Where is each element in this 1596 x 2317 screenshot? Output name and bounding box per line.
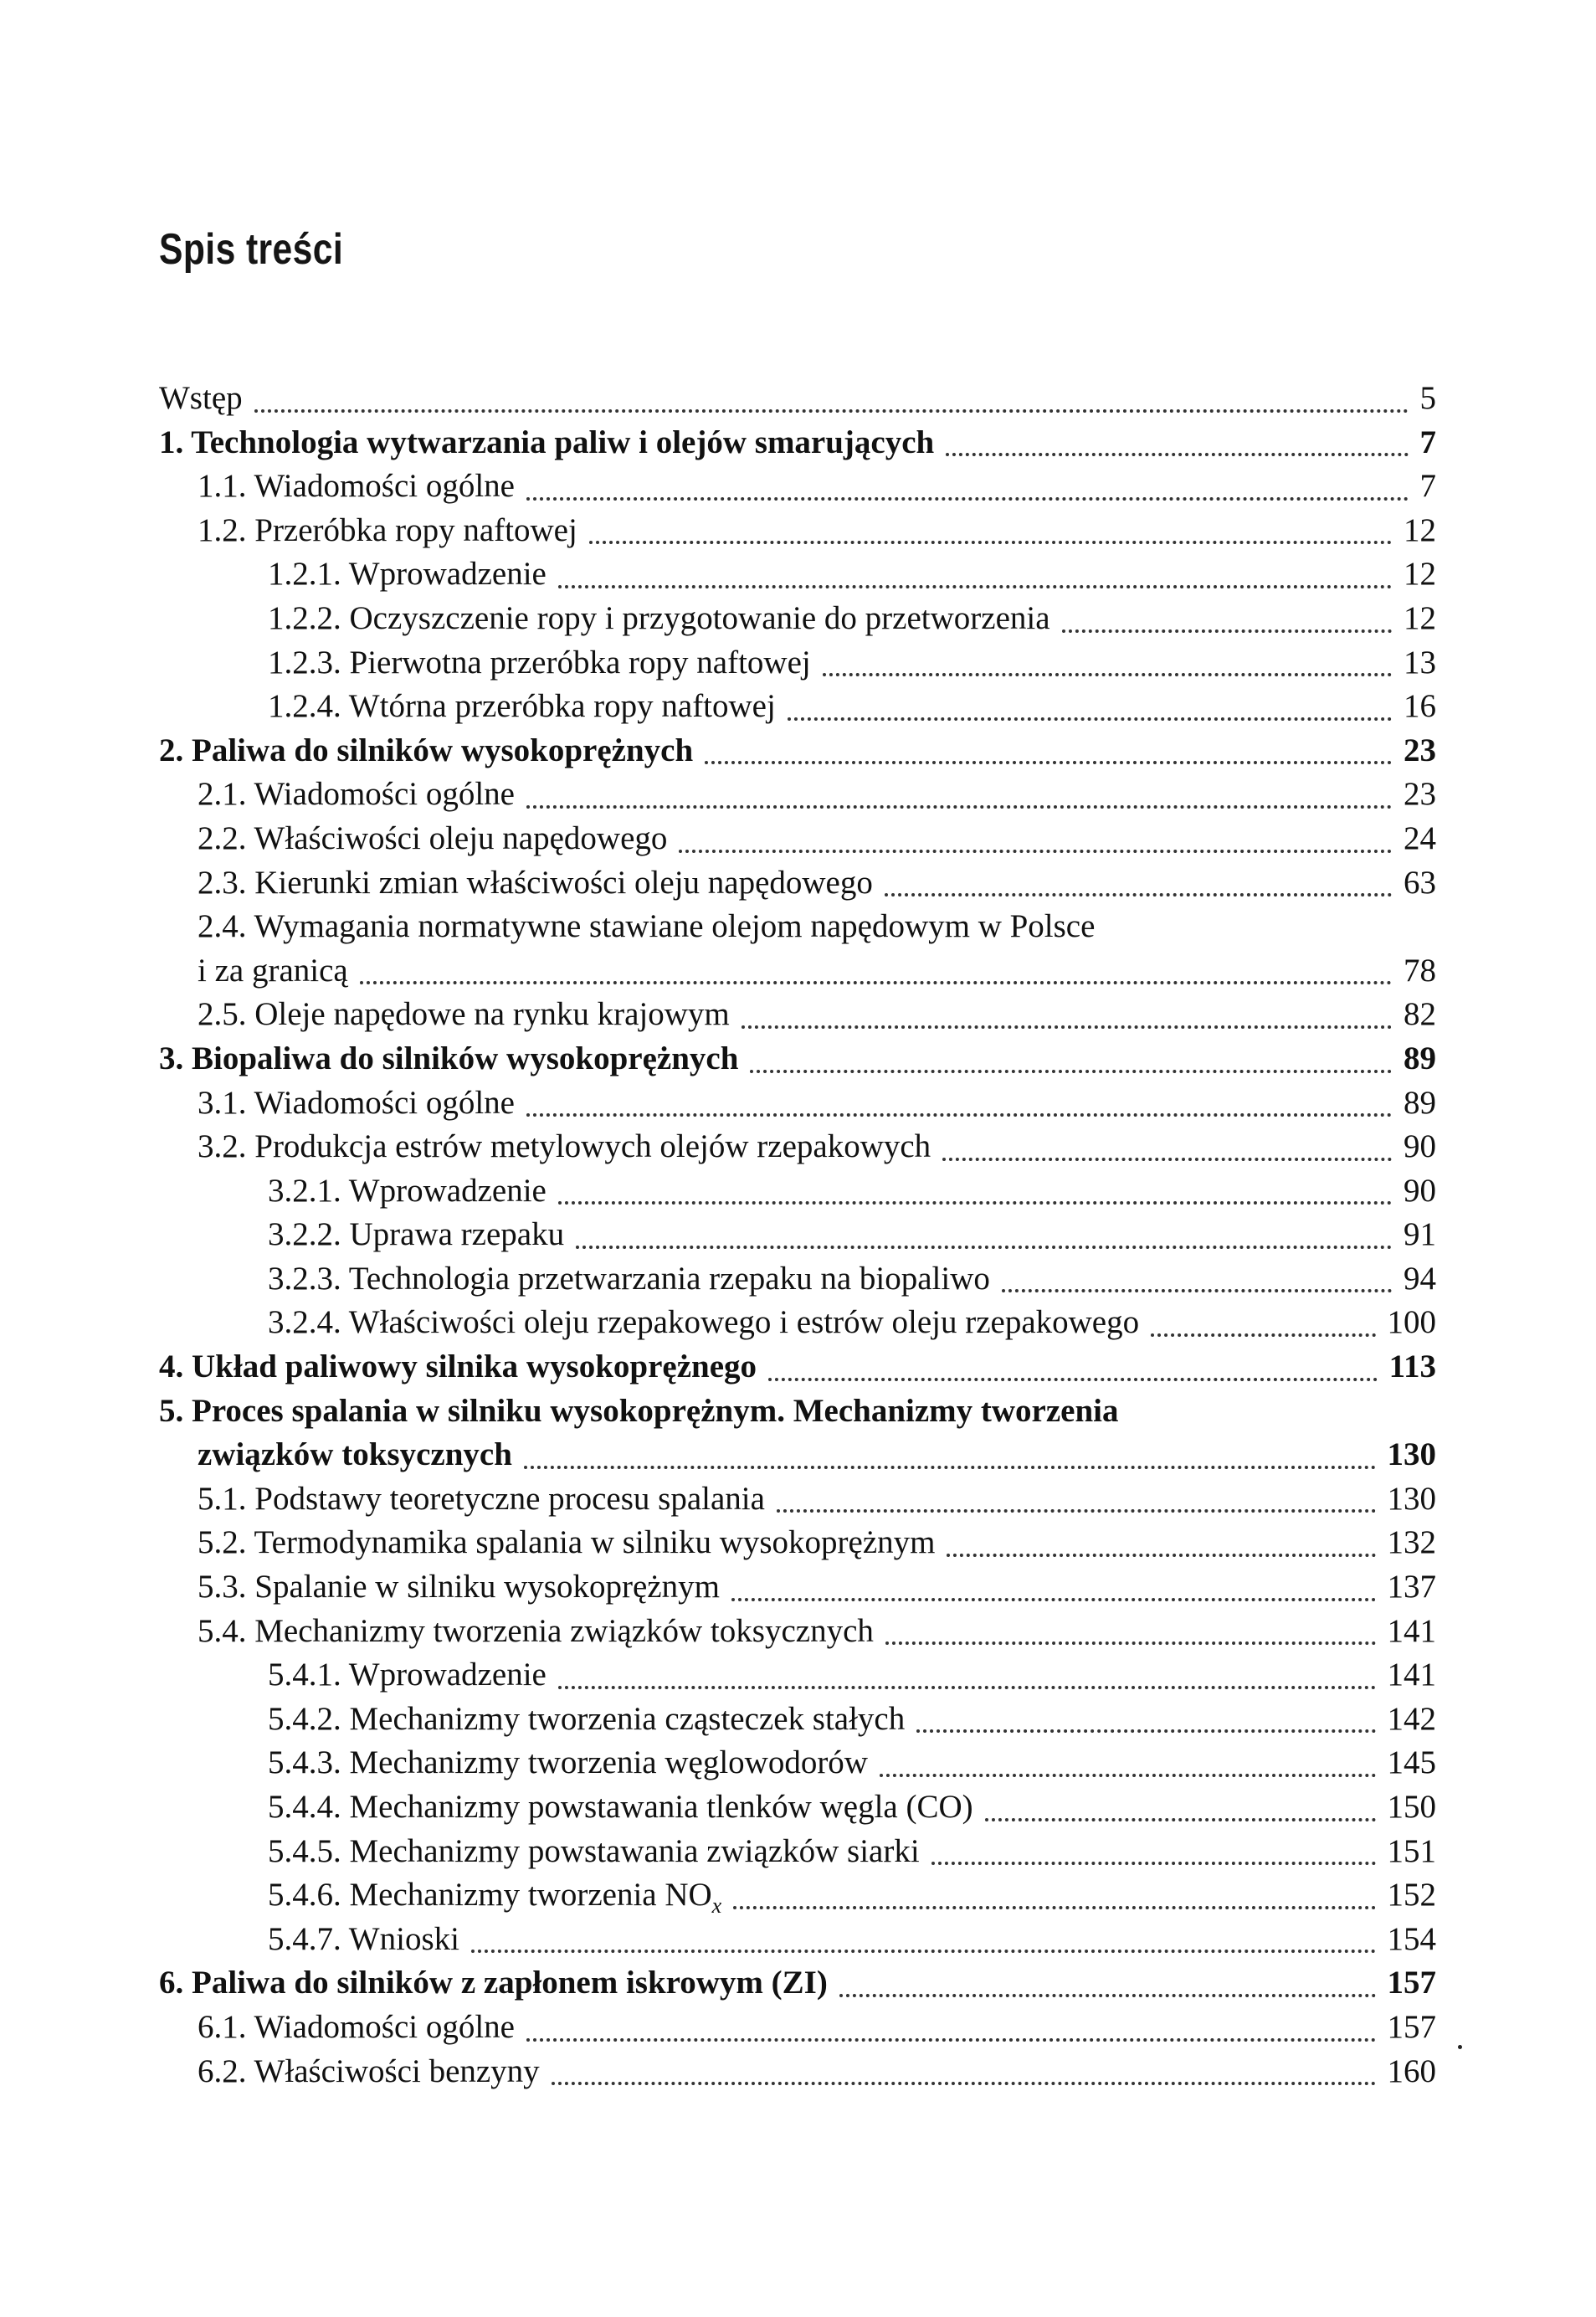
toc-entry-text <box>159 1390 1119 1434</box>
toc-entry-number: 1.2.1. <box>268 556 341 593</box>
toc-entry-label: Wymagania normatywne stawiane olejom napędowym w Polsce <box>254 908 1096 945</box>
toc-entry <box>159 1213 1436 1257</box>
toc-entry-number: 3.2.1. <box>268 1172 341 1209</box>
toc-entry <box>159 2006 1436 2050</box>
toc-entry-text <box>198 1521 935 1565</box>
toc-entry-text <box>268 552 547 597</box>
toc-entry-label: Podstawy teoretyczne procesu spalania <box>254 1480 765 1517</box>
toc-entry-text <box>198 993 730 1037</box>
toc-entry-number: 5.2. <box>198 1524 247 1561</box>
toc-entry-label: Wiadomości ogólne <box>254 1084 515 1121</box>
table-of-contents <box>159 377 1436 2094</box>
toc-leader-dots <box>742 1025 1392 1029</box>
toc-entry <box>159 729 1436 773</box>
toc-entry <box>159 1698 1436 1742</box>
toc-entry-number: 2.3. <box>198 864 247 901</box>
toc-entry-number: 3.2. <box>198 1128 247 1165</box>
toc-entry-page: 145 <box>1387 1744 1436 1781</box>
toc-leader-dots <box>558 1686 1376 1689</box>
toc-entry-label: Wprowadzenie <box>348 556 547 593</box>
toc-entry-text <box>159 1961 828 2006</box>
toc-entry <box>159 1257 1436 1302</box>
toc-entry-text <box>268 1653 547 1698</box>
toc-leader-dots <box>576 1246 1392 1249</box>
toc-entry-number: 5.4.5. <box>268 1832 341 1869</box>
toc-entry-number: 5.3. <box>198 1569 247 1605</box>
toc-entry <box>159 1610 1436 1654</box>
toc-entry-label: Wiadomości ogólne <box>254 468 515 505</box>
toc-entry-number: 5. <box>159 1392 184 1429</box>
toc-entry-label: Pierwotna przeróbka ropy naftowej <box>349 644 811 681</box>
toc-entry-text <box>198 905 1095 949</box>
toc-entry-page: 90 <box>1404 1128 1436 1165</box>
toc-leader-dots <box>942 1158 1392 1161</box>
toc-entry-page: 91 <box>1404 1216 1436 1253</box>
toc-entry <box>159 773 1436 817</box>
toc-entry-page: 130 <box>1387 1480 1436 1517</box>
toc-entry <box>159 1390 1436 1434</box>
toc-entry-page: 82 <box>1404 996 1436 1033</box>
toc-entry-label: Właściwości oleju napędowego <box>254 819 668 856</box>
toc-entry <box>159 1785 1436 1830</box>
toc-entry-text <box>198 1610 874 1654</box>
toc-entry <box>159 421 1436 465</box>
toc-entry <box>159 861 1436 906</box>
toc-leader-dots <box>558 585 1392 588</box>
toc-entry-page: 132 <box>1387 1524 1436 1561</box>
toc-entry-number: 6.1. <box>198 2008 247 2045</box>
toc-entry-label: Technologia przetwarzania rzepaku na biopaliwo <box>348 1260 990 1297</box>
toc-leader-dots <box>552 2082 1376 2085</box>
toc-entry-label: Paliwa do silników z zapłonem iskrowym (ZI) <box>192 1965 828 2001</box>
toc-entry-page: 142 <box>1387 1700 1436 1737</box>
toc-entry <box>159 1477 1436 1522</box>
toc-entry-label: Przeróbka ropy naftowej <box>254 511 577 548</box>
toc-entry-label: Wtórna przeróbka ropy naftowej <box>348 688 776 725</box>
toc-entry-page: 89 <box>1404 1084 1436 1121</box>
toc-entry-page: 160 <box>1387 2052 1436 2089</box>
toc-entry <box>159 1918 1436 1962</box>
toc-entry-text <box>198 1433 512 1477</box>
toc-leader-dots <box>731 1598 1376 1601</box>
toc-entry-text <box>268 597 1050 641</box>
toc-entry-number: 1.2.4. <box>268 688 341 725</box>
toc-leader-dots <box>839 1994 1376 1997</box>
toc-entry-text <box>268 1213 564 1257</box>
toc-leader-dots <box>705 761 1392 764</box>
toc-entry <box>159 2050 1436 2094</box>
toc-entry-number: 1.2.3. <box>268 644 341 681</box>
toc-entry-text <box>198 1477 765 1522</box>
toc-entry-page: 151 <box>1387 1832 1436 1869</box>
toc-leader-dots <box>733 1906 1375 1909</box>
toc-entry-number: 2.4. <box>198 908 247 945</box>
toc-entry <box>159 1169 1436 1214</box>
toc-leader-dots <box>931 1862 1376 1865</box>
toc-entry-text <box>268 1257 990 1302</box>
toc-entry-page: 150 <box>1387 1789 1436 1825</box>
toc-entry-label: Mechanizmy powstawania tlenków węgla (CO) <box>349 1789 973 1825</box>
toc-entry-number: 3.2.2. <box>268 1216 341 1253</box>
toc-entry-label: Mechanizmy tworzenia związków toksycznych <box>254 1612 874 1649</box>
toc-entry-label: Oleje napędowe na rynku krajowym <box>254 996 730 1033</box>
toc-entry-page: 90 <box>1404 1172 1436 1209</box>
toc-leader-dots <box>526 1113 1392 1117</box>
toc-leader-dots <box>526 805 1392 809</box>
toc-entry-text <box>268 1785 973 1830</box>
toc-entry-page: 152 <box>1387 1877 1436 1914</box>
toc-leader-dots <box>885 893 1392 896</box>
toc-leader-dots <box>823 673 1392 676</box>
toc-entry-number: 2.2. <box>198 819 247 856</box>
toc-entry-page: 154 <box>1387 1920 1436 1957</box>
toc-leader-dots <box>750 1070 1392 1073</box>
toc-entry-page: 23 <box>1404 732 1436 768</box>
toc-entry-page: 94 <box>1404 1260 1436 1297</box>
toc-entry-label: Mechanizmy tworzenia NO <box>349 1877 712 1914</box>
toc-entry-text <box>198 509 577 553</box>
toc-entry-number: 6.2. <box>198 2052 247 2089</box>
toc-leader-dots <box>524 1466 1376 1469</box>
toc-entry-text <box>198 1081 515 1126</box>
toc-entry-label: Oczyszczenie ropy i przygotowanie do przetworzenia <box>349 599 1050 636</box>
toc-entry-label: Proces spalania w silniku wysokoprężnym. Mechanizmy tworzenia <box>192 1392 1119 1429</box>
toc-entry-page: 141 <box>1387 1612 1436 1649</box>
toc-leader-dots <box>589 541 1392 544</box>
toc-entry-page: 157 <box>1387 2008 1436 2045</box>
toc-entry-text <box>268 1698 905 1742</box>
toc-entry-label: Wnioski <box>348 1920 459 1957</box>
toc-entry <box>159 1741 1436 1785</box>
toc-entry-page: 16 <box>1404 688 1436 725</box>
toc-entry <box>159 1125 1436 1169</box>
toc-leader-dots <box>788 717 1392 721</box>
toc-entry-page: 5 <box>1419 380 1436 416</box>
toc-entry-number: 5.4.4. <box>268 1789 341 1825</box>
toc-entry <box>159 685 1436 729</box>
scan-speck <box>1458 2045 1462 2049</box>
toc-entry <box>159 1961 1436 2006</box>
toc-leader-dots <box>254 409 1409 413</box>
toc-entry-number: 3.2.3. <box>268 1260 341 1297</box>
toc-leader-dots <box>768 1378 1378 1381</box>
toc-entry-text <box>159 1345 757 1390</box>
toc-entry-number: 2.1. <box>198 776 247 813</box>
toc-entry-number: 5.4.2. <box>268 1700 341 1737</box>
toc-entry-number: 4. <box>159 1349 184 1385</box>
toc-entry-number: 5.4.1. <box>268 1657 341 1693</box>
toc-entry-number: 3.2.4. <box>268 1304 341 1341</box>
toc-entry-page: 89 <box>1404 1040 1436 1076</box>
toc-entry-text <box>268 685 776 729</box>
toc-entry-number: 3.1. <box>198 1084 247 1121</box>
toc-entry-number: 1.2. <box>198 511 247 548</box>
toc-entry <box>159 1653 1436 1698</box>
toc-entry <box>159 905 1436 949</box>
toc-entry-text <box>268 641 811 686</box>
toc-entry-page: 7 <box>1419 468 1436 505</box>
toc-entry-subscript: x <box>711 1893 722 1918</box>
toc-leader-dots <box>1151 1333 1375 1337</box>
toc-leader-dots <box>1002 1289 1392 1292</box>
toc-entry-label: Mechanizmy tworzenia węglowodorów <box>349 1744 868 1781</box>
toc-entry-text <box>159 377 243 421</box>
toc-entry-text <box>198 2050 540 2094</box>
toc-entry-label: Wiadomości ogólne <box>254 2008 515 2045</box>
toc-entry-text <box>268 1301 1139 1345</box>
toc-entry <box>159 993 1436 1037</box>
toc-entry-text <box>268 1830 920 1874</box>
toc-entry <box>159 465 1436 509</box>
toc-entry <box>159 1301 1436 1345</box>
toc-entry-page: 12 <box>1404 556 1436 593</box>
toc-entry-number: 6. <box>159 1965 184 2001</box>
toc-leader-dots <box>1062 629 1392 633</box>
toc-entry-page: 23 <box>1404 776 1436 813</box>
toc-entry-text <box>198 773 515 817</box>
toc-entry <box>159 817 1436 861</box>
toc-entry <box>159 377 1436 421</box>
toc-entry-number: 5.4. <box>198 1612 247 1649</box>
toc-leader-dots <box>360 981 1392 984</box>
toc-entry-label: Właściwości benzyny <box>254 2052 540 2089</box>
toc-entry-label: i za granicą <box>198 952 348 989</box>
toc-entry-text <box>268 1918 459 1962</box>
toc-entry-page: 100 <box>1387 1304 1436 1341</box>
toc-entry <box>159 641 1436 686</box>
toc-entry <box>159 1433 1436 1477</box>
toc-leader-dots <box>946 453 1408 456</box>
toc-entry-number: 5.4.7. <box>268 1920 341 1957</box>
toc-entry-text <box>198 1125 931 1169</box>
toc-entry-label: Właściwości oleju rzepakowego i estrów oleju rzepakowego <box>348 1304 1140 1341</box>
toc-entry <box>159 1565 1436 1610</box>
toc-entry-label: Biopaliwa do silników wysokoprężnych <box>192 1040 739 1076</box>
toc-entry-label: Termodynamika spalania w silniku wysokoprężnym <box>254 1524 936 1561</box>
toc-entry <box>159 552 1436 597</box>
toc-entry-label: Kierunki zmian właściwości oleju napędowego <box>254 864 873 901</box>
toc-entry-label: Mechanizmy powstawania związków siarki <box>349 1832 920 1869</box>
toc-leader-dots <box>985 1818 1376 1821</box>
toc-entry-text <box>198 861 873 906</box>
toc-leader-dots <box>916 1729 1375 1733</box>
toc-leader-dots <box>679 850 1392 853</box>
toc-entry-page: 78 <box>1404 952 1436 989</box>
toc-entry-page: 130 <box>1387 1436 1436 1473</box>
toc-entry-text <box>159 421 934 465</box>
toc-leader-dots <box>947 1554 1375 1557</box>
toc-entry-page: 63 <box>1404 864 1436 901</box>
toc-entry-label: Uprawa rzepaku <box>349 1216 565 1253</box>
toc-entry <box>159 597 1436 641</box>
toc-entry-label: Wiadomości ogólne <box>254 776 515 813</box>
toc-entry-text <box>198 949 348 994</box>
toc-entry-label: Paliwa do silników wysokoprężnych <box>192 732 694 768</box>
toc-entry-label: Wstęp <box>159 380 243 416</box>
toc-entry-number: 5.4.6. <box>268 1877 341 1914</box>
toc-entry-number: 1.2.2. <box>268 599 341 636</box>
toc-entry <box>159 1037 1436 1081</box>
page-title: Spis treści <box>159 225 344 274</box>
toc-entry <box>159 509 1436 553</box>
toc-entry-number: 2. <box>159 732 184 768</box>
toc-entry-label: Mechanizmy tworzenia cząsteczek stałych <box>349 1700 906 1737</box>
toc-entry-page: 137 <box>1387 1569 1436 1605</box>
toc-entry-label: Technologia wytwarzania paliw i olejów smarujących <box>191 424 935 460</box>
toc-leader-dots <box>471 1950 1376 1953</box>
toc-entry-label: Wprowadzenie <box>348 1172 547 1209</box>
toc-entry-label: Produkcja estrów metylowych olejów rzepakowych <box>254 1128 931 1165</box>
toc-entry-number: 3. <box>159 1040 184 1076</box>
toc-entry-page: 7 <box>1419 424 1436 460</box>
toc-leader-dots <box>880 1774 1376 1777</box>
toc-entry-text <box>198 2006 515 2050</box>
toc-entry-page: 157 <box>1387 1965 1436 2001</box>
toc-leader-dots <box>558 1201 1392 1205</box>
toc-entry-page: 12 <box>1404 511 1436 548</box>
toc-entry-label: Wprowadzenie <box>348 1657 547 1693</box>
toc-entry-label: Spalanie w silniku wysokoprężnym <box>254 1569 720 1605</box>
toc-entry-text <box>159 729 693 773</box>
toc-entry <box>159 1521 1436 1565</box>
toc-entry-number: 5.1. <box>198 1480 247 1517</box>
toc-entry <box>159 949 1436 994</box>
toc-leader-dots <box>885 1641 1376 1645</box>
toc-entry-page: 12 <box>1404 599 1436 636</box>
toc-entry-number: 1.1. <box>198 468 247 505</box>
toc-entry-text <box>268 1169 547 1214</box>
toc-entry-label: związków toksycznych <box>198 1436 512 1473</box>
toc-entry-page: 113 <box>1388 1349 1436 1385</box>
toc-entry-page: 13 <box>1404 644 1436 681</box>
toc-entry-text <box>268 1741 868 1785</box>
toc-entry <box>159 1873 1436 1918</box>
toc-entry-number: 5.4.3. <box>268 1744 341 1781</box>
toc-entry-number: 2.5. <box>198 996 247 1033</box>
toc-entry <box>159 1830 1436 1874</box>
toc-entry-text <box>198 1565 720 1610</box>
toc-entry-page: 24 <box>1404 819 1436 856</box>
toc-entry-text <box>198 817 667 861</box>
toc-leader-dots <box>526 497 1409 501</box>
toc-entry <box>159 1081 1436 1126</box>
toc-leader-dots <box>526 2038 1376 2042</box>
toc-entry <box>159 1345 1436 1390</box>
toc-entry-text <box>198 465 515 509</box>
toc-entry-text <box>159 1037 738 1081</box>
toc-entry-number: 1. <box>159 424 184 460</box>
toc-entry-label: Układ paliwowy silnika wysokoprężnego <box>192 1349 757 1385</box>
toc-leader-dots <box>777 1509 1376 1513</box>
toc-entry-page: 141 <box>1387 1657 1436 1693</box>
